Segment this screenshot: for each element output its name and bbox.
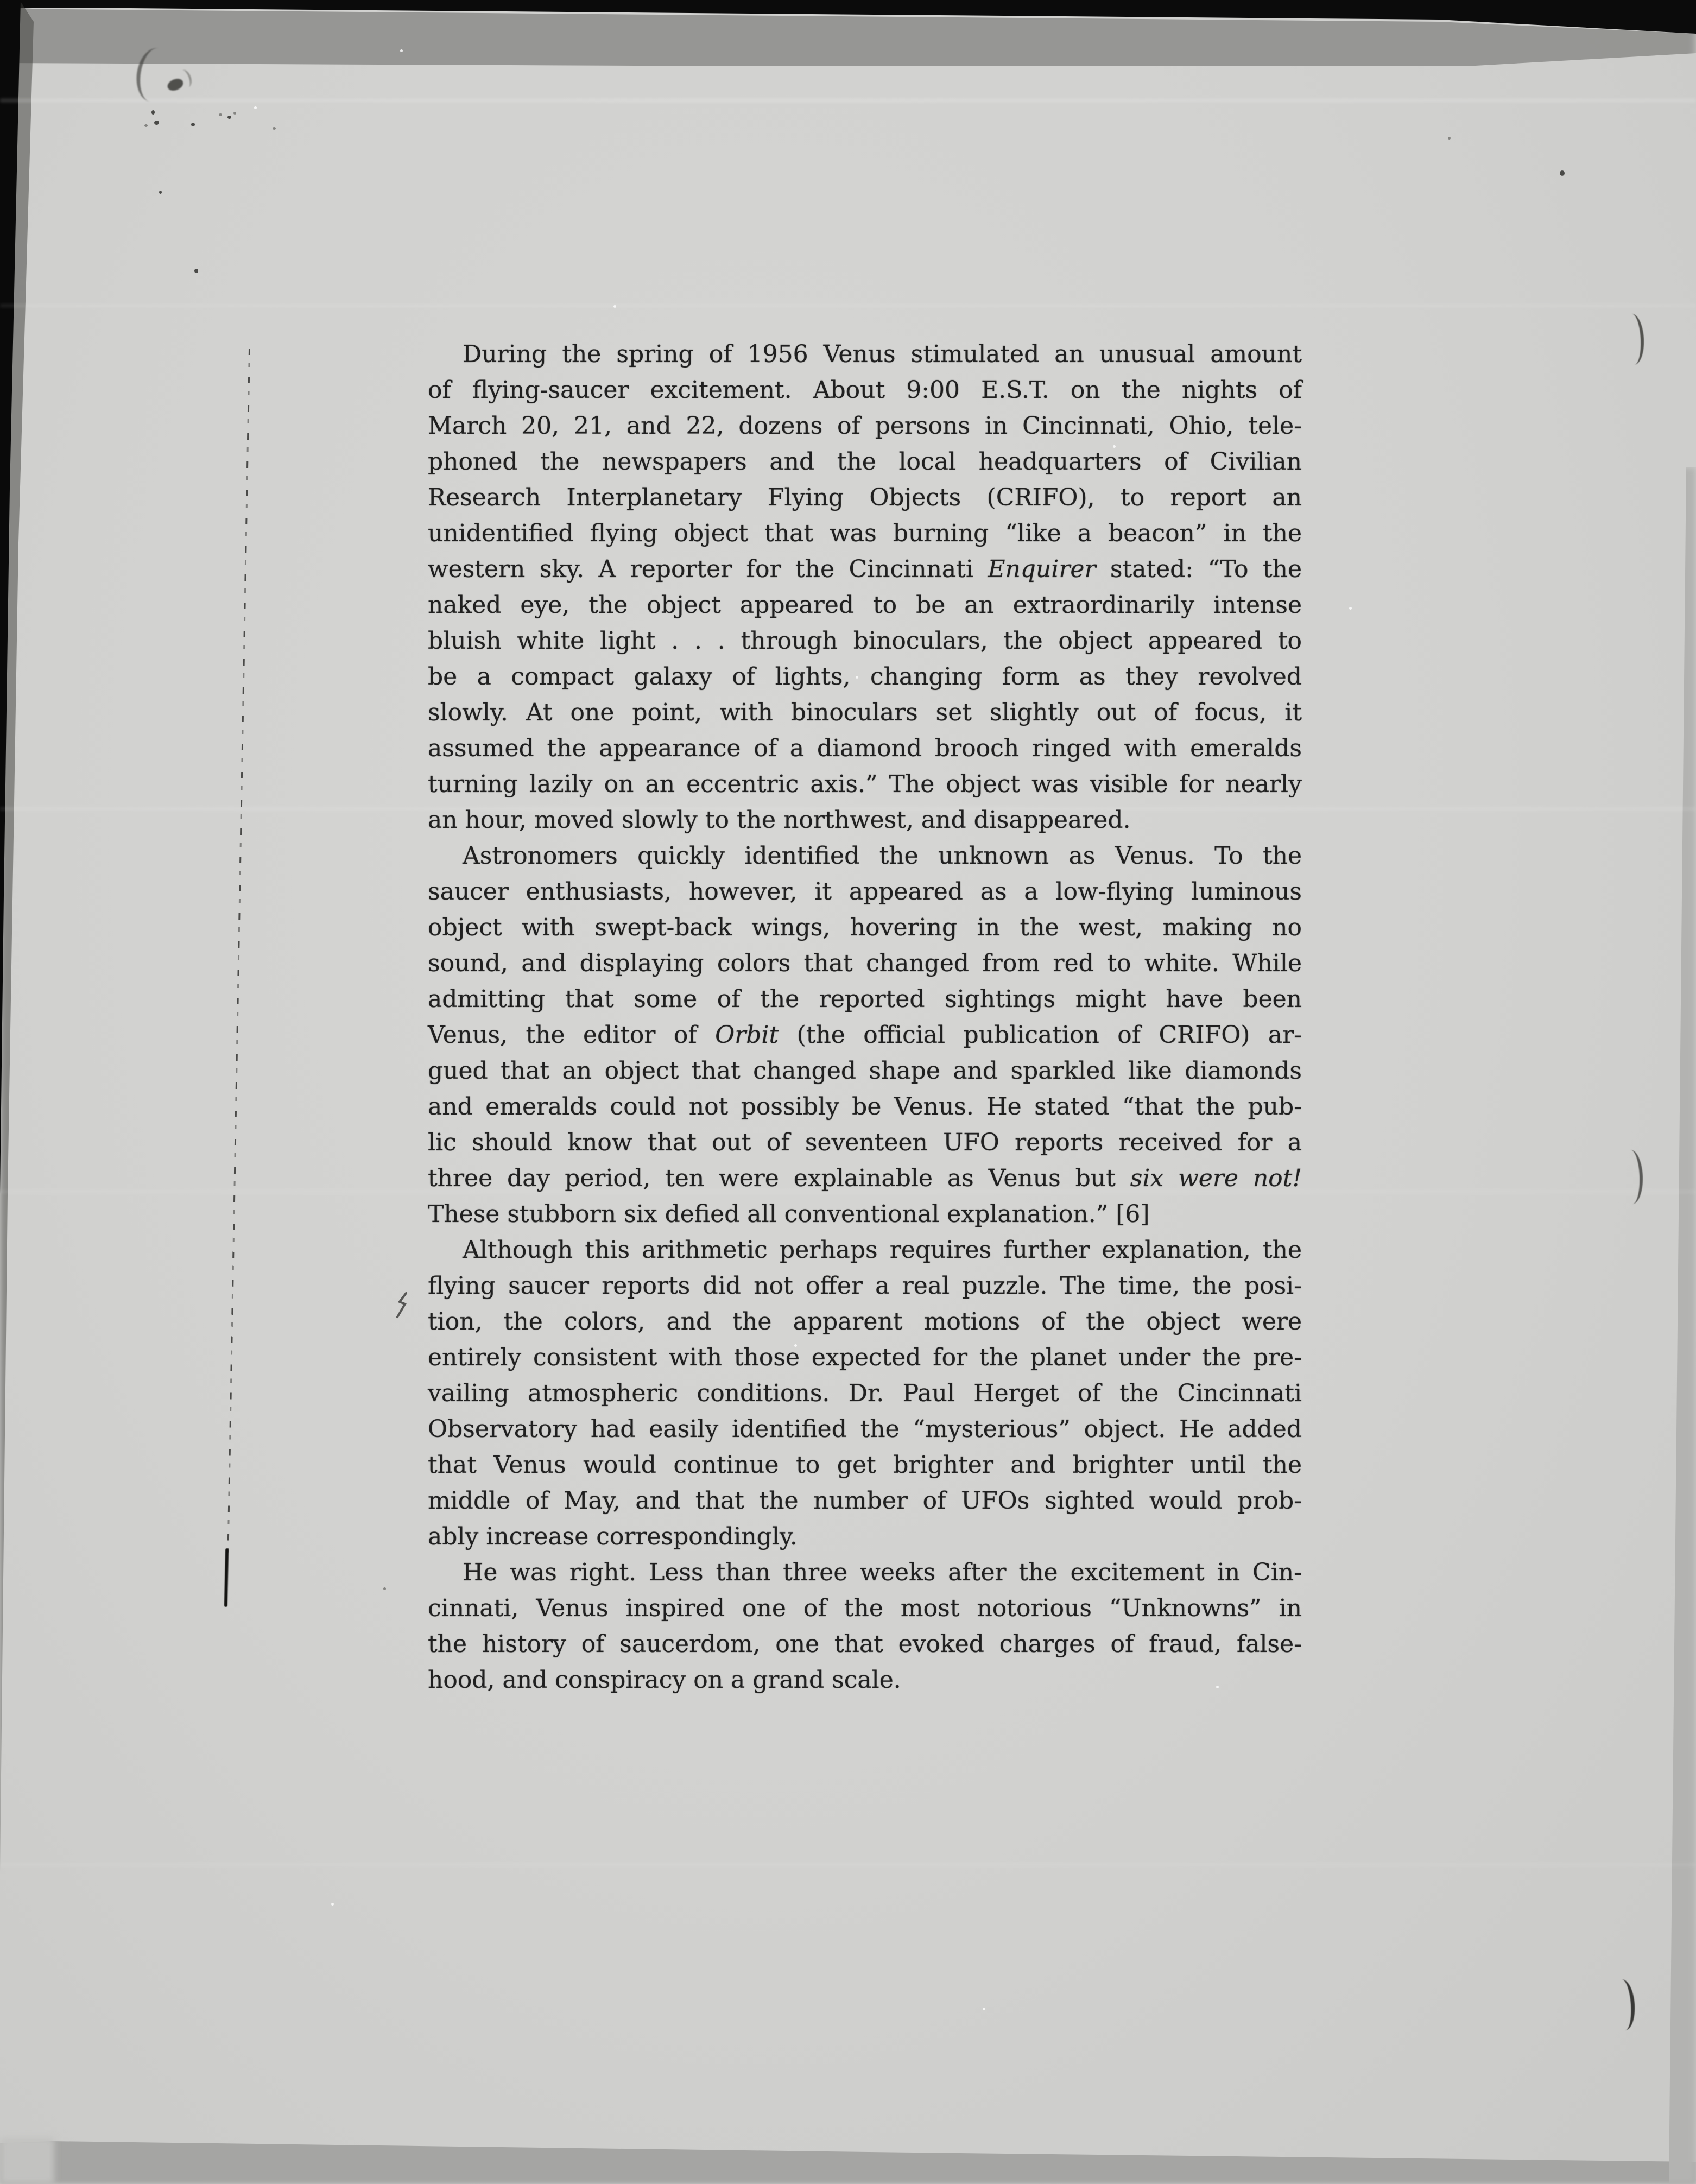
text-segment-italic: Orbit (715, 1021, 779, 1049)
text-line: unidentified flying object that was burning “like a beacon” in the (428, 520, 1302, 547)
text-line: of flying-saucer excitement. About 9:00 E.S.T. on the nights of (428, 376, 1302, 404)
paragraph-2 (428, 838, 1302, 1232)
text-line: an hour, moved slowly to the northwest, and disappeared. (428, 806, 1131, 834)
speck (227, 116, 231, 119)
pencil-check-mark (394, 1291, 413, 1321)
speck (273, 127, 276, 130)
pencil-close-paren-mark (1619, 1149, 1643, 1204)
text-line: and emeralds could not possibly be Venus. He stated “that the pub- (428, 1093, 1302, 1121)
speck (154, 121, 159, 125)
text-line: gued that an object that changed shape and sparkled like diamonds (428, 1057, 1302, 1085)
speck (254, 106, 257, 109)
text-segment: (the official publication of CRIFO) ar- (779, 1021, 1302, 1049)
scan-streak (0, 99, 1696, 102)
text-line: object with swept-back wings, hovering in the west, making no (428, 914, 1302, 941)
pencil-close-paren-mark (1621, 313, 1646, 365)
scan-streak (0, 304, 1696, 307)
speck (1560, 170, 1565, 176)
scan-right-band (1661, 467, 1696, 2184)
text-line: March 20, 21, and 22, dozens of persons in Cincinnati, Ohio, tele- (428, 412, 1302, 440)
speck (191, 123, 195, 126)
text-segment: Venus, the editor of (428, 1021, 716, 1049)
text-line: Although this arithmetic perhaps requires further explanation, the (463, 1236, 1302, 1264)
text-line: hood, and conspiracy on a grand scale. (428, 1666, 901, 1694)
paragraph-3 (428, 1232, 1302, 1555)
scan-streak (0, 1863, 1696, 1866)
text-line (428, 552, 1302, 587)
text-line: naked eye, the object appeared to be an extraordinarily intense (428, 591, 1302, 619)
text-line (428, 1161, 1302, 1197)
text-line: Astronomers quickly identified the unknown as Venus. To the (463, 842, 1302, 870)
text-line: He was right. Less than three weeks after the excitement in Cin- (463, 1559, 1302, 1586)
text-line: ably increase correspondingly. (428, 1523, 798, 1550)
speck (400, 49, 403, 52)
scan-bottom-band (0, 2134, 1696, 2184)
text-line: flying saucer reports did not offer a real puzzle. The time, the posi- (428, 1272, 1302, 1300)
text-line: lic should know that out of seventeen UFO reports received for a (428, 1129, 1302, 1156)
paragraph-1 (428, 337, 1302, 838)
text-line: bluish white light . . . through binoculars, the object appeared to (428, 627, 1302, 655)
fold-crease-end (224, 1548, 229, 1607)
text-line: admitting that some of the reported sightings might have been (428, 985, 1302, 1013)
text-line: the history of saucerdom, one that evoked charges of fraud, false- (428, 1630, 1302, 1658)
paragraph-4 (428, 1555, 1302, 1698)
text-line: Research Interplanetary Flying Objects (CRIFO), to report an (428, 484, 1302, 511)
speck (159, 191, 162, 194)
speck (613, 305, 616, 308)
fold-crease-line (227, 349, 250, 1554)
speck (383, 1587, 386, 1590)
text-line: slowly. At one point, with binoculars set slightly out of focus, it (428, 699, 1302, 726)
speck (1349, 607, 1352, 610)
text-line: middle of May, and that the number of UFOs sighted would prob- (428, 1487, 1302, 1515)
text-line (428, 1017, 1302, 1053)
text-line: phoned the newspapers and the local headquarters of Civilian (428, 448, 1302, 476)
text-segment: three day period, ten were explainable as Venus but (428, 1164, 1130, 1192)
text-segment: western sky. A reporter for the Cincinnati (428, 555, 988, 583)
speck (1448, 137, 1451, 140)
speck (983, 2008, 985, 2010)
speck (233, 112, 236, 115)
text-line: be a compact galaxy of lights, changing form as they revolved (428, 663, 1302, 691)
text-line: saucer enthusiasts, however, it appeared as a low-flying luminous (428, 878, 1302, 906)
pencil-close-paren-mark (1611, 1979, 1636, 2031)
text-line: entirely consistent with those expected for the planet under the pre- (428, 1344, 1302, 1371)
text-line: sound, and displaying colors that changed from red to white. While (428, 949, 1302, 977)
text-line: These stubborn six defied all conventional explanation.” [6] (428, 1200, 1150, 1228)
text-line: During the spring of 1956 Venus stimulated an unusual amount (463, 340, 1302, 368)
speck (331, 1903, 334, 1906)
speck (219, 113, 222, 116)
speck (151, 110, 155, 115)
page-text (428, 337, 1302, 1698)
text-line: that Venus would continue to get brighter and brighter until the (428, 1451, 1302, 1479)
text-line: turning lazily on an eccentric axis.” The object was visible for nearly (428, 770, 1302, 798)
text-segment-italic: six were not! (1130, 1164, 1302, 1192)
speck (194, 269, 198, 273)
text-line: assumed the appearance of a diamond brooch ringed with emeralds (428, 735, 1302, 762)
speck (144, 124, 148, 127)
text-line: Observatory had easily identified the “mysterious” object. He added (428, 1415, 1302, 1443)
text-line: tion, the colors, and the apparent motions of the object were (428, 1308, 1302, 1335)
text-segment: stated: “To the (1096, 555, 1302, 583)
scan-bottom-left (0, 2138, 54, 2184)
text-line: cinnati, Venus inspired one of the most notorious “Unknowns” in (428, 1594, 1302, 1622)
text-line: vailing atmospheric conditions. Dr. Paul Herget of the Cincinnati (428, 1379, 1302, 1407)
text-segment-italic: Enquirer (988, 555, 1096, 583)
